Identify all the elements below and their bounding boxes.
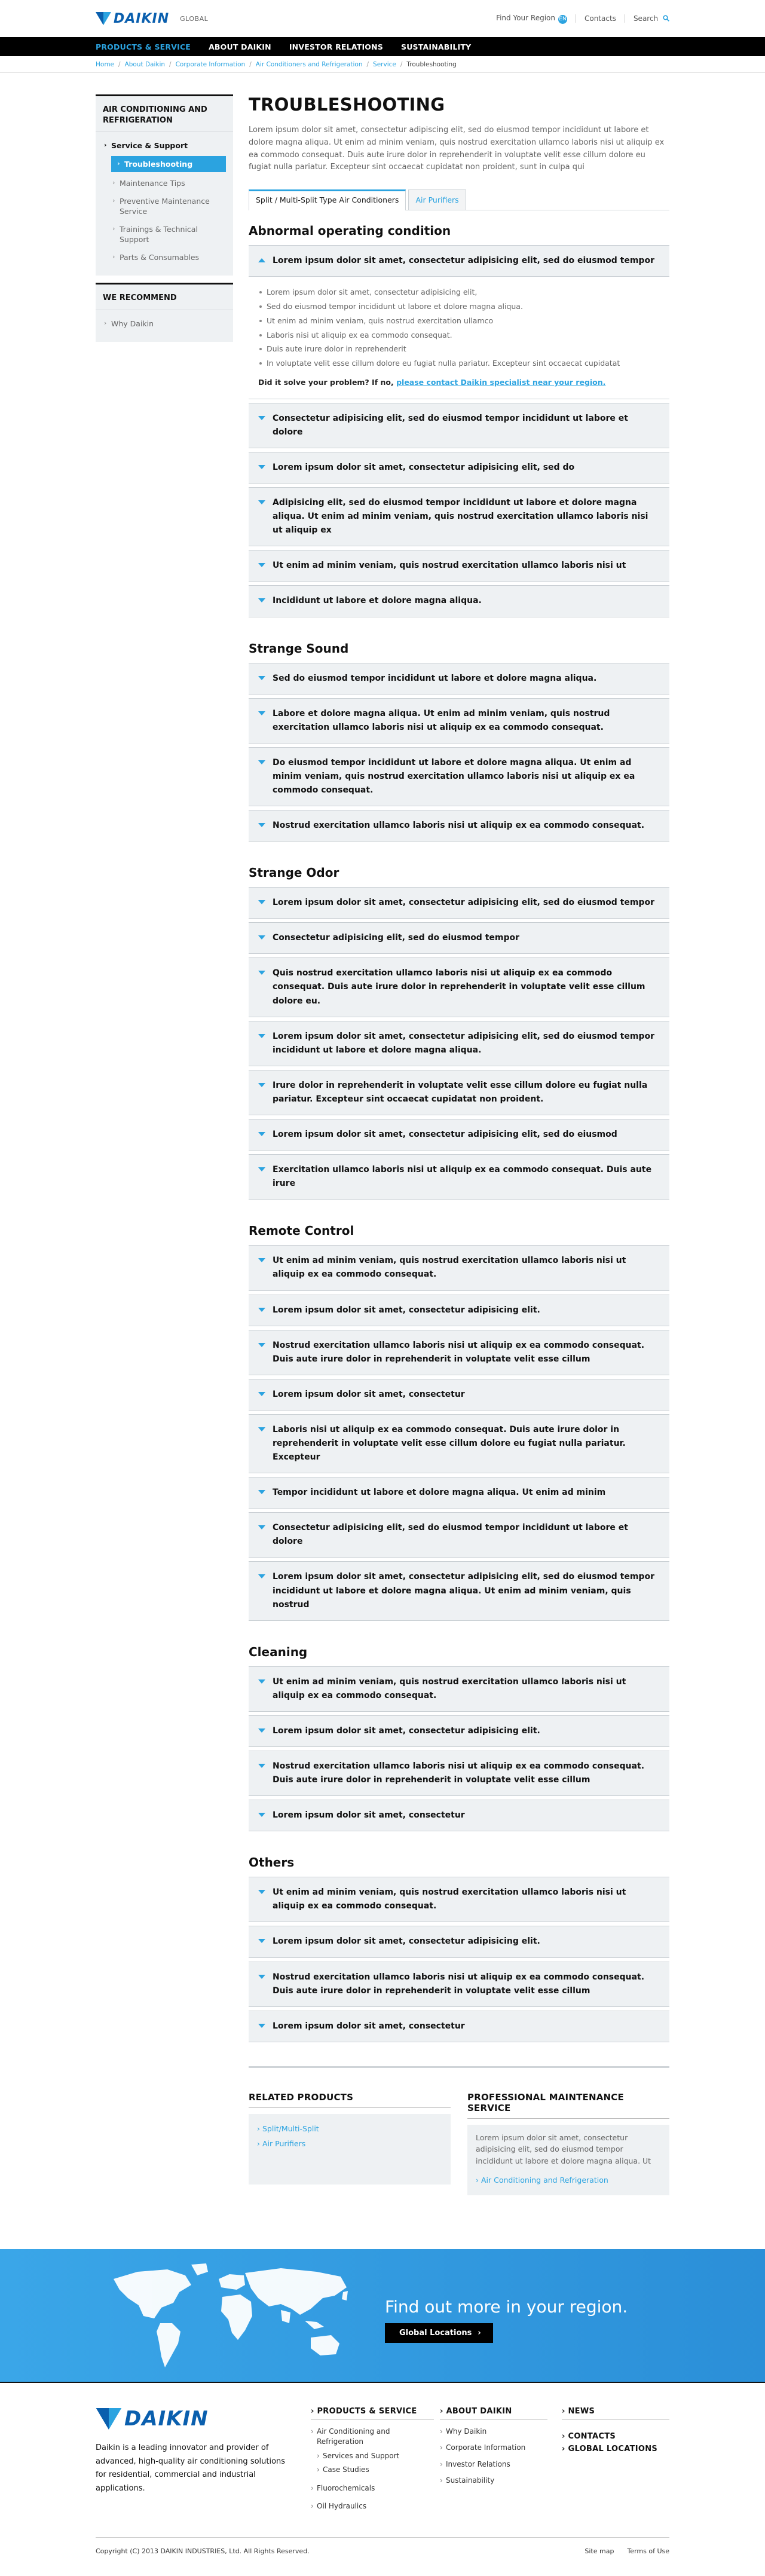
caret-down-icon: [258, 598, 265, 602]
breadcrumb-about[interactable]: About Daikin: [124, 61, 166, 68]
tab-split-multi-split[interactable]: Split / Multi-Split Type Air Conditioners: [249, 189, 406, 210]
caret-down-icon: [258, 1083, 265, 1087]
contacts-link[interactable]: Contacts: [584, 14, 616, 23]
accordion-question: Do eiusmod tempor incididunt ut labore et dolore magna aliqua. Ut enim ad minim veniam, quis nostrud exercitation ullamco laboris nisi ut aliquip ex ea commodo consequat.: [273, 757, 635, 795]
footer-link[interactable]: › Investor Relations: [440, 2458, 547, 2471]
accordion-header[interactable]: [249, 958, 669, 1016]
footer-contacts[interactable]: [562, 2432, 669, 2445]
accordion-header[interactable]: [249, 1070, 669, 1115]
breadcrumb-home[interactable]: Home: [96, 61, 115, 68]
breadcrumb-separator: /: [169, 61, 172, 68]
sidebar-item-service-support[interactable]: [103, 137, 226, 155]
sidebar-item-label: Preventive Maintenance Service: [120, 196, 210, 216]
chevron-right-icon: ›: [112, 179, 115, 187]
recommend-box: [96, 283, 233, 342]
accordion-question: Consectetur adipisicing elit, sed do eiusmod tempor: [273, 933, 520, 943]
accordion-question: Lorem ipsum dolor sit amet, consectetur adipisicing elit, sed do eiusmod tempor incididunt ut labore et dolore magna aliqua. Ut enim ad minim veniam, quis nostrud: [273, 1572, 654, 1610]
maintenance-service: [467, 2092, 669, 2195]
accordion-question: Lorem ipsum dolor sit amet, consectetur: [273, 1389, 465, 1399]
related-link-split[interactable]: [257, 2121, 442, 2136]
breadcrumb-ac-refrigeration[interactable]: Air Conditioners and Refrigeration: [255, 61, 363, 68]
footer-link[interactable]: › Oil Hydraulics: [311, 2499, 434, 2513]
section-title: Others: [249, 1855, 295, 1870]
accordion-item: [249, 810, 669, 842]
footer-col-title[interactable]: [311, 2407, 434, 2420]
caret-down-icon: [258, 1975, 265, 1979]
top-header: [0, 0, 765, 37]
footer: [0, 2383, 765, 2576]
accordion-item: [249, 452, 669, 484]
nav-sustainability[interactable]: SUSTAINABILITY: [401, 42, 472, 51]
chevron-right-icon: ›: [257, 2124, 260, 2133]
sidebar-title: AIR CONDITIONING AND REFRIGERATION: [96, 96, 233, 132]
accordion-item: [249, 1245, 669, 1290]
caret-down-icon: [258, 1427, 265, 1431]
accordion-question: Nostrud exercitation ullamco laboris nisi ut aliquip ex ea commodo consequat.: [273, 821, 645, 831]
accordion-item: [249, 2011, 669, 2042]
chevron-right-icon: ›: [440, 2406, 446, 2416]
chevron-right-icon: ›: [104, 319, 107, 327]
page-title: TROUBLESHOOTING: [249, 94, 445, 115]
breadcrumb-corporate[interactable]: Corporate Information: [175, 61, 246, 68]
related-link-air-purifiers[interactable]: [257, 2136, 442, 2151]
search-link[interactable]: [634, 14, 669, 23]
caret-down-icon: [258, 760, 265, 764]
caret-down-icon: [258, 1764, 265, 1768]
intro-text: Lorem ipsum dolor sit amet, consectetur adipiscing elit, sed do eiusmod tempor incididunt ut labore et dolore magna aliqua. Ut enim ad minim veniam, quis nostrud exercitation ullamco laboris nisi ut aliquip ex ea commodo consequat. Duis aute irure dolor in reprehenderit in voluptate velit esse cillum dolore eu fugiat nulla pariatur. Excepteur sint occaecat cupidatat non proident, sunt in culpa qui: [249, 126, 665, 172]
caret-down-icon: [258, 1308, 265, 1312]
accordion-question: Irure dolor in reprehenderit in voluptate velit esse cillum dolore eu fugiat nulla pariatur. Excepteur sint occaecat cupidatat non proident.: [273, 1080, 648, 1104]
accordion-header[interactable]: [249, 923, 669, 953]
accordion-question: Consectetur adipisicing elit, sed do eiusmod tempor incididunt ut labore et dolore: [273, 413, 628, 437]
accordion-header[interactable]: [249, 1562, 669, 1620]
accordion-header[interactable]: [249, 488, 669, 546]
accordion-question: Quis nostrud exercitation ullamco laboris nisi ut aliquip ex ea commodo consequat. Duis aute irure dolor in reprehenderit in voluptate velit esse cillum dolore eu.: [273, 968, 645, 1006]
accordion-item: [249, 1414, 669, 1473]
accordion: [249, 1245, 669, 1620]
chevron-right-icon: ›: [112, 196, 115, 204]
accordion-item: [249, 922, 669, 954]
chevron-right-icon: ›: [257, 2138, 260, 2148]
sidebar-item-label: Parts & Consumables: [120, 252, 200, 262]
accordion-question: Lorem ipsum dolor sit amet, consectetur adipisicing elit, sed do: [273, 462, 575, 472]
accordion-question: Sed do eiusmod tempor incididunt ut labore et dolore magna aliqua.: [273, 673, 597, 683]
accordion-item: [249, 1926, 669, 1957]
accordion-header[interactable]: [249, 1962, 669, 2006]
footer-col-misc: [562, 2407, 669, 2513]
footer-col-title[interactable]: [440, 2407, 547, 2420]
chevron-right-icon: ›: [476, 2175, 479, 2185]
accordion-question: Exercitation ullamco laboris nisi ut aliquip ex ea commodo consequat. Duis aute irure: [273, 1165, 652, 1189]
chevron-right-icon: ›: [562, 2431, 568, 2441]
footer-col-title-label: GLOBAL LOCATIONS: [568, 2444, 658, 2453]
accordion-header[interactable]: [249, 1119, 669, 1150]
sidebar-item-troubleshooting[interactable]: [111, 156, 226, 173]
content: [249, 94, 669, 2249]
footer-link[interactable]: › Sustainability: [440, 2474, 547, 2488]
related-products-box: [249, 2114, 451, 2185]
chevron-right-icon: ›: [112, 252, 115, 261]
chevron-right-icon: ›: [562, 2406, 568, 2416]
accordion-item: [249, 1561, 669, 1620]
copyright: Copyright (C) 2013 DAIKIN INDUSTRIES, Ltd. All Rights Reserved.: [96, 2547, 310, 2556]
accordion-question: Ut enim ad minim veniam, quis nostrud exercitation ullamco laboris nisi ut aliquip ex ea commodo consequat.: [273, 1887, 626, 1911]
region-banner: [0, 2249, 765, 2383]
caret-down-icon: [258, 1525, 265, 1529]
caret-down-icon: [258, 711, 265, 715]
recommend-title: WE RECOMMEND: [96, 284, 233, 310]
global-locations-label: Global Locations: [399, 2328, 472, 2338]
main-nav: [0, 37, 765, 56]
chevron-right-icon: ›: [112, 224, 115, 232]
utility-links: [496, 14, 669, 24]
accordion-item: [249, 1751, 669, 1796]
accordion-item: [249, 1070, 669, 1115]
sidebar-item-label: Service & Support: [111, 141, 188, 151]
accordion-header[interactable]: [249, 1667, 669, 1711]
accordion-question: Nostrud exercitation ullamco laboris nisi ut aliquip ex ea commodo consequat. Duis aute irure dolor in reprehenderit in voluptate velit esse cillum: [273, 1972, 645, 1996]
answer-item: Laboris nisi ut aliquip ex ea commodo consequat.: [258, 328, 660, 342]
accordion-question: Consectetur adipisicing elit, sed do eiusmod tempor incididunt ut labore et dolore: [273, 1523, 628, 1547]
world-map-icon: [102, 2261, 365, 2375]
footer-link[interactable]: › Fluorochemicals: [311, 2482, 434, 2495]
find-region-label: Find Your Region: [496, 13, 555, 22]
related-link-label: Split/Multi-Split: [262, 2124, 319, 2133]
accordion-header[interactable]: [249, 1926, 669, 1957]
footer-news[interactable]: [562, 2407, 669, 2420]
accordion-item: [249, 698, 669, 744]
caret-down-icon: [258, 1132, 265, 1136]
accordion-question: Lorem ipsum dolor sit amet, consectetur adipisicing elit, sed do eiusmod: [273, 1130, 617, 1140]
accordion-header[interactable]: [249, 1800, 669, 1831]
daikin-logo[interactable]: [96, 11, 169, 26]
accordion-question: Ut enim ad minim veniam, quis nostrud exercitation ullamco laboris nisi ut: [273, 561, 626, 571]
sidebar-item-preventive-maintenance[interactable]: [111, 192, 226, 221]
accordion-header[interactable]: [249, 452, 669, 483]
accordion-body: [249, 276, 669, 399]
accordion-item: [249, 245, 669, 399]
accordion-header[interactable]: [249, 1716, 669, 1746]
accordion-question: Lorem ipsum dolor sit amet, consectetur adipisicing elit, sed do eiusmod tempor: [273, 898, 654, 908]
maintenance-service-link[interactable]: [476, 2173, 661, 2188]
maintenance-service-link-label: Air Conditioning and Refrigeration: [481, 2175, 608, 2185]
footer-link[interactable]: › Corporate Information: [440, 2441, 547, 2455]
caret-down-icon: [258, 416, 265, 420]
breadcrumb-service[interactable]: Service: [373, 61, 396, 68]
solve-prompt: [258, 378, 660, 387]
accordion-header[interactable]: [249, 1246, 669, 1290]
daikin-logo-icon: [96, 2408, 122, 2430]
caret-down-icon: [258, 823, 265, 827]
accordion-question: Lorem ipsum dolor sit amet, consectetur adipisicing elit, sed do eiusmod tempor incididunt ut labore et dolore magna aliqua.: [273, 1031, 654, 1055]
accordion-question: Tempor incididunt ut labore et dolore magna aliqua. Ut enim ad minim: [273, 1488, 606, 1498]
accordion-item: [249, 1119, 669, 1151]
answer-item: Lorem ipsum dolor sit amet, consectetur adipisicing elit,: [258, 285, 660, 299]
accordion: [249, 1877, 669, 2042]
caret-down-icon: [258, 1813, 265, 1817]
accordion-header[interactable]: [249, 550, 669, 581]
accordion-header[interactable]: [249, 1477, 669, 1508]
caret-down-icon: [258, 500, 265, 504]
caret-down-icon: [258, 1167, 265, 1171]
footer-about: Daikin is a leading innovator and provider of advanced, high-quality air conditioning solutions for residential, commercial and industrial applications.: [96, 2443, 286, 2494]
chevron-right-icon: ›: [117, 159, 120, 167]
accordion-item: [249, 1379, 669, 1411]
faq-sections: [249, 224, 669, 2042]
answer-item: Sed do eiusmod tempor incididunt ut labore et dolore magna aliqua.: [258, 299, 660, 314]
chevron-right-icon: ›: [311, 2406, 317, 2416]
answer-item: In voluptate velit esse cillum dolore eu fugiat nulla pariatur. Excepteur sint occaecat cupidatat: [258, 356, 660, 371]
accordion-header[interactable]: [249, 586, 669, 616]
accordion-question: Lorem ipsum dolor sit amet, consectetur: [273, 1810, 465, 1821]
accordion-header[interactable]: [249, 1415, 669, 1473]
caret-down-icon: [258, 1392, 265, 1396]
accordion-header[interactable]: [249, 1751, 669, 1795]
accordion-question: Labore et dolore magna aliqua. Ut enim ad minim veniam, quis nostrud exercitation ullamco laboris nisi ut aliquip ex ea commodo consequat.: [273, 708, 610, 732]
caret-down-icon: [258, 1258, 265, 1262]
breadcrumb: [0, 56, 765, 73]
accordion-item: [249, 1021, 669, 1066]
accordion-header[interactable]: [249, 1295, 669, 1326]
footer-link[interactable]: › Why Daikin: [440, 2425, 547, 2439]
region-badge: EN: [558, 15, 567, 24]
accordion-header[interactable]: [249, 2011, 669, 2042]
accordion-question: Adipisicing elit, sed do eiusmod tempor incididunt ut labore et dolore magna aliqua. Ut enim ad minim veniam, quis nostrud exercitation ullamco laboris nisi ut aliquip ex: [273, 498, 648, 536]
caret-down-icon: [258, 2024, 265, 2028]
section-title: Strange Sound: [249, 641, 349, 656]
banner-title: Find out more in your region.: [385, 2296, 628, 2317]
accordion-item: [249, 403, 669, 448]
maintenance-service-text: Lorem ipsum dolor sit amet, consectetur adipisicing elit, sed do eiusmod tempor incididunt ut labore et dolore magna aliqua. Ut: [476, 2133, 651, 2165]
breadcrumb-current: Troubleshooting: [406, 61, 457, 68]
accordion-question: Laboris nisi ut aliquip ex ea commodo consequat. Duis aute irure dolor in reprehenderit in voluptate velit esse cillum dolore eu fugiat nulla pariatur. Excepteur: [273, 1424, 626, 1463]
footer-link[interactable]: › Services and Support: [311, 2449, 434, 2463]
accordion: [249, 663, 669, 842]
breadcrumb-separator: /: [118, 61, 121, 68]
caret-down-icon: [258, 563, 265, 567]
accordion-item: [249, 1330, 669, 1375]
product-tabs: [249, 189, 669, 210]
accordion-header[interactable]: [249, 403, 669, 448]
caret-down-icon: [258, 1728, 265, 1733]
footer-bottom: [96, 2537, 669, 2555]
footer-col-about: [440, 2407, 547, 2513]
accordion-question: Nostrud exercitation ullamco laboris nisi ut aliquip ex ea commodo consequat. Duis aute irure dolor in reprehenderit in voluptate velit esse cillum: [273, 1340, 645, 1364]
accordion-item: [249, 1800, 669, 1831]
search-label: Search: [633, 14, 659, 23]
sidebar-item-label: Trainings & Technical Support: [120, 224, 198, 244]
caret-down-icon: [258, 1890, 265, 1894]
footer-col-title-label: CONTACTS: [568, 2431, 616, 2441]
section-title: Strange Odor: [249, 865, 339, 880]
caret-down-icon: [258, 676, 265, 680]
accordion-item: [249, 1715, 669, 1747]
accordion-question: Ut enim ad minim veniam, quis nostrud exercitation ullamco laboris nisi ut aliquip ex ea commodo consequat.: [273, 1676, 626, 1700]
breadcrumb-separator: /: [366, 61, 369, 68]
maintenance-service-box: [467, 2125, 669, 2195]
caret-down-icon: [258, 1679, 265, 1684]
caret-down-icon: [258, 465, 265, 469]
breadcrumb-separator: /: [400, 61, 403, 68]
caret-up-icon: [258, 258, 265, 262]
related-products-title: RELATED PRODUCTS: [249, 2092, 451, 2108]
accordion-header[interactable]: [249, 699, 669, 743]
accordion-header[interactable]: [249, 663, 669, 694]
accordion-question: Lorem ipsum dolor sit amet, consectetur: [273, 2021, 465, 2031]
tab-air-purifiers[interactable]: Air Purifiers: [408, 189, 466, 210]
accordion-question: Lorem ipsum dolor sit amet, consectetur adipisicing elit.: [273, 1936, 540, 1947]
nav-about-daikin[interactable]: ABOUT DAIKIN: [209, 42, 271, 51]
accordion-item: [249, 747, 669, 806]
accordion-question: Incididunt ut labore et dolore magna aliqua.: [273, 596, 482, 606]
global-label: GLOBAL: [180, 14, 209, 23]
accordion-item: [249, 957, 669, 1017]
related-products: [249, 2092, 451, 2195]
footer-col-title-label: PRODUCTS & SERVICE: [317, 2406, 417, 2416]
nav-products-service[interactable]: PRODUCTS & SERVICE: [96, 42, 191, 51]
contact-specialist-link[interactable]: please contact Daikin specialist near your region.: [396, 377, 606, 387]
accordion-item: [249, 1512, 669, 1558]
sidebar-item-trainings[interactable]: [111, 221, 226, 249]
footer-col-title-label: NEWS: [568, 2406, 595, 2416]
footer-logo: [96, 2407, 311, 2431]
accordion-item: [249, 1295, 669, 1326]
footer-link[interactable]: › Case Studies: [311, 2463, 434, 2477]
sidebar-item-maintenance-tips[interactable]: [111, 175, 226, 192]
related-section: [249, 2066, 669, 2195]
global-locations-button[interactable]: [385, 2323, 493, 2343]
accordion-item: [249, 887, 669, 919]
related-link-label: Air Purifiers: [262, 2138, 306, 2148]
sidebar-item-parts[interactable]: [111, 249, 226, 267]
accordion: [249, 887, 669, 1200]
footer-logo-text: DAIKIN: [124, 2406, 209, 2431]
accordion-question: Lorem ipsum dolor sit amet, consectetur adipisicing elit.: [273, 1726, 540, 1736]
footer-link[interactable]: › Air Conditioning and Refrigeration: [311, 2425, 434, 2449]
accordion-question: Ut enim ad minim veniam, quis nostrud exercitation ullamco laboris nisi ut aliquip ex ea commodo consequat.: [273, 1256, 626, 1280]
accordion-item: [249, 1477, 669, 1509]
caret-down-icon: [258, 1574, 265, 1578]
sidebar-item-label: Troubleshooting: [124, 159, 193, 169]
accordion-item: [249, 585, 669, 617]
breadcrumb-separator: /: [249, 61, 252, 68]
recommend-item-label: Why Daikin: [111, 319, 154, 328]
maintenance-service-title: PROFESSIONAL MAINTENANCE SERVICE: [467, 2092, 669, 2119]
section-title: Abnormal operating condition: [249, 224, 451, 238]
daikin-logo-icon: [96, 12, 111, 25]
accordion-item: [249, 1666, 669, 1712]
find-region-link[interactable]: [496, 14, 567, 24]
solve-text: Did it solve your problem? If no,: [258, 377, 394, 387]
accordion-header[interactable]: [249, 748, 669, 806]
footer-brand: [96, 2407, 311, 2513]
footer-global-locations[interactable]: [562, 2445, 669, 2457]
chevron-right-icon: ›: [104, 141, 107, 149]
accordion-header[interactable]: [249, 246, 669, 276]
recommend-item-why-daikin[interactable]: [103, 315, 226, 333]
accordion-question: Lorem ipsum dolor sit amet, consectetur adipisicing elit, sed do eiusmod tempor: [273, 256, 654, 266]
accordion: [249, 1666, 669, 1832]
answer-item: Duis aute irure dolor in reprehenderit: [258, 342, 660, 356]
section-title: Cleaning: [249, 1644, 308, 1659]
accordion-header[interactable]: [249, 1330, 669, 1375]
sidebar-item-label: Maintenance Tips: [120, 179, 185, 188]
accordion-header[interactable]: [249, 1155, 669, 1199]
nav-investor-relations[interactable]: INVESTOR RELATIONS: [289, 42, 383, 51]
terms-link[interactable]: Terms of Use: [627, 2547, 669, 2556]
logo-text: DAIKIN: [114, 11, 170, 26]
answer-item: Ut enim ad minim veniam, quis nostrud exercitation ullamco: [258, 314, 660, 328]
sitemap-link[interactable]: Site map: [585, 2547, 614, 2556]
accordion-header[interactable]: [249, 1877, 669, 1922]
main-area: [96, 73, 669, 2249]
accordion-header[interactable]: [249, 1513, 669, 1557]
accordion: [249, 245, 669, 617]
accordion-question: Nostrud exercitation ullamco laboris nisi ut aliquip ex ea commodo consequat. Duis aute irure dolor in reprehenderit in voluptate velit esse cillum: [273, 1761, 645, 1785]
accordion-item: [249, 550, 669, 582]
accordion-header[interactable]: [249, 1021, 669, 1066]
chevron-right-icon: ›: [478, 2328, 481, 2338]
accordion-item: [249, 1962, 669, 2007]
accordion-item: [249, 1154, 669, 1200]
caret-down-icon: [258, 935, 265, 940]
chevron-right-icon: ›: [562, 2444, 568, 2453]
section-title: Remote Control: [249, 1223, 354, 1238]
accordion-question: Lorem ipsum dolor sit amet, consectetur adipisicing elit.: [273, 1305, 540, 1315]
caret-down-icon: [258, 900, 265, 904]
accordion-item: [249, 487, 669, 546]
accordion-header[interactable]: [249, 888, 669, 918]
answer-list: [258, 285, 660, 371]
accordion-header[interactable]: [249, 1379, 669, 1410]
caret-down-icon: [258, 1939, 265, 1943]
sidebar: [96, 94, 233, 2249]
footer-col-products: [311, 2407, 434, 2513]
caret-down-icon: [258, 971, 265, 975]
caret-down-icon: [258, 1034, 265, 1038]
search-icon: [663, 15, 669, 22]
footer-col-title-label: ABOUT DAIKIN: [446, 2406, 512, 2416]
caret-down-icon: [258, 1490, 265, 1494]
accordion-header[interactable]: [249, 810, 669, 841]
sidebar-menu: [96, 94, 233, 276]
caret-down-icon: [258, 1343, 265, 1347]
accordion-item: [249, 663, 669, 695]
accordion-item: [249, 1877, 669, 1922]
